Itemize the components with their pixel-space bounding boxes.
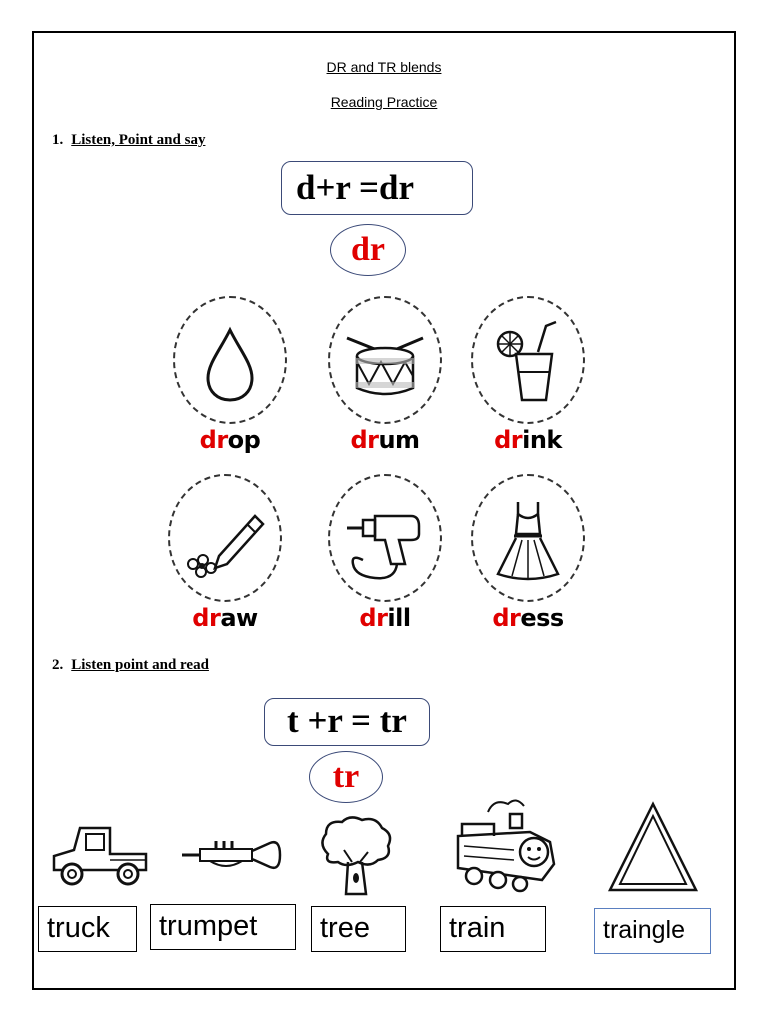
worksheet-subtitle: Reading Practice — [330, 94, 438, 110]
drum-icon — [345, 316, 425, 406]
word-card-drill — [325, 474, 445, 644]
label-train: train — [440, 906, 546, 952]
triangle-icon — [606, 800, 700, 894]
section-2-title: Listen point and read — [71, 657, 209, 673]
tr-blend-oval: tr — [309, 751, 383, 803]
dr-formula-box: d+r =dr — [281, 161, 473, 215]
truck-icon — [46, 820, 150, 892]
word-dress: dress — [492, 604, 564, 632]
worksheet-title: DR and TR blends — [326, 59, 442, 75]
dress-icon — [488, 494, 568, 584]
word-card-drink — [468, 296, 588, 466]
drink-icon — [488, 316, 568, 406]
word-card-dress — [468, 474, 588, 644]
dr-blend-oval: dr — [330, 224, 406, 276]
train-icon — [454, 794, 560, 896]
tr-formula-box: t +r = tr — [264, 698, 430, 746]
word-draw: draw — [192, 604, 258, 632]
tree-icon — [316, 814, 396, 898]
word-card-drop — [170, 296, 290, 466]
section-1-heading — [52, 132, 205, 149]
draw-icon — [185, 494, 265, 584]
drop-icon — [190, 316, 270, 406]
drill-icon — [345, 494, 425, 584]
label-tree: tree — [311, 906, 406, 952]
word-card-drum — [325, 296, 445, 466]
section-1-number: 1. — [52, 132, 64, 148]
section-2-heading — [52, 657, 209, 674]
word-drum: drum — [350, 426, 420, 454]
word-drink: drink — [494, 426, 562, 454]
section-2-number: 2. — [52, 657, 64, 673]
label-truck: truck — [38, 906, 137, 952]
trumpet-icon — [180, 835, 284, 875]
word-card-draw — [165, 474, 285, 644]
label-traingle: traingle — [594, 908, 711, 954]
word-drill: drill — [359, 604, 411, 632]
section-1-title: Listen, Point and say — [71, 132, 206, 148]
word-drop: drop — [199, 426, 261, 454]
label-trumpet: trumpet — [150, 904, 296, 950]
